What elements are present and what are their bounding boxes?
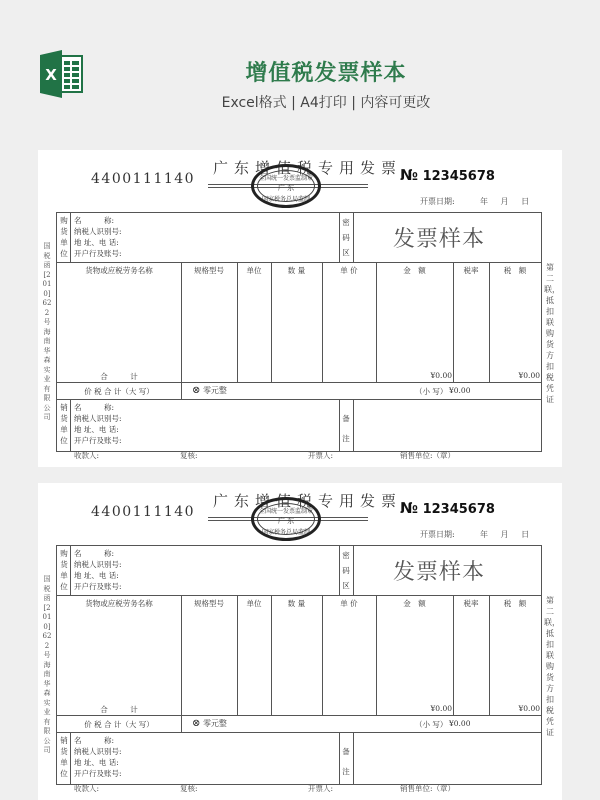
col-unit-price: 单 价	[340, 599, 358, 608]
col-tax-rate: 税率	[463, 266, 479, 275]
sample-watermark: 发票样本	[393, 560, 486, 585]
invoice-card-2	[38, 483, 562, 800]
col-quantity: 数 量	[287, 266, 306, 275]
grand-total-label: 价 税 合 计（大 写）	[84, 387, 154, 396]
invoice-table	[56, 212, 542, 452]
grand-total-small-label: （小 写）	[415, 720, 448, 729]
total-tax: ¥0.00	[518, 704, 540, 713]
seller-taxid-field: 纳税人识别号:	[74, 414, 122, 423]
grand-total-label: 价 税 合 计（大 写）	[84, 720, 154, 729]
col-quantity: 数 量	[287, 599, 306, 608]
svg-text:X: X	[45, 66, 57, 84]
total-amount: ¥0.00	[430, 371, 452, 380]
invoice-title: 广东增值税专用发票	[213, 159, 403, 177]
seller-label: 销货单位	[60, 403, 68, 445]
side-note-right: 第二联，抵扣联购货方扣税凭证	[544, 596, 560, 737]
remarks-label: 备注	[342, 414, 350, 443]
col-goods-name: 货物或应税劳务名称	[85, 266, 153, 275]
col-amount: 金 额	[403, 599, 426, 608]
seller-seal-label: 销售单位:（章）	[400, 451, 456, 460]
buyer-bank-field: 开户行及账号:	[74, 249, 122, 258]
official-seal: 全国统一发票监制章 广 东 国家税务总局监制	[251, 497, 321, 541]
col-amount: 金 额	[403, 266, 426, 275]
side-note-right: 第二联，抵扣联购货方扣税凭证	[544, 263, 560, 404]
invoice-title: 广东增值税专用发票	[213, 492, 403, 510]
col-spec: 规格型号	[194, 266, 224, 275]
seller-address-field: 地 址、电 话:	[74, 425, 119, 434]
col-unit-price: 单 价	[340, 266, 358, 275]
buyer-address-field: 地 址、电 话:	[74, 238, 119, 247]
invoice-card-1	[38, 150, 562, 467]
seller-bank-field: 开户行及账号:	[74, 436, 122, 445]
seller-name-field: 名 称:	[74, 736, 115, 745]
grand-total-words: ⊗ 零元整	[192, 385, 227, 396]
payee-label: 收款人:	[74, 784, 100, 793]
issue-date-value: 年 月 日	[480, 530, 530, 539]
official-seal: 全国统一发票监制章 广 东 国家税务总局监制	[251, 164, 321, 208]
buyer-label: 购货单位	[60, 549, 68, 591]
total-tax: ¥0.00	[518, 371, 540, 380]
issuer-label: 开票人:	[308, 451, 334, 460]
grand-total-small: ¥0.00	[449, 386, 471, 395]
seller-seal-label: 销售单位:（章）	[400, 784, 456, 793]
issue-date-label: 开票日期:	[420, 530, 455, 539]
side-note-left: 国税函[2010]622号海南华森实业有限公司	[42, 575, 52, 754]
issuer-label: 开票人:	[308, 784, 334, 793]
col-unit: 单位	[246, 599, 262, 608]
sample-watermark: 发票样本	[393, 227, 486, 252]
col-unit: 单位	[246, 266, 262, 275]
seller-bank-field: 开户行及账号:	[74, 769, 122, 778]
side-note-left: 国税函[2010]622号海南华森实业有限公司	[42, 242, 52, 421]
total-amount: ¥0.00	[430, 704, 452, 713]
col-spec: 规格型号	[194, 599, 224, 608]
col-tax: 税 额	[503, 266, 527, 275]
buyer-name-field: 名 称:	[74, 216, 115, 225]
buyer-label: 购货单位	[60, 216, 68, 258]
cross-circle-icon: ⊗	[192, 385, 201, 396]
cipher-area-label: 密码区	[342, 218, 350, 257]
invoice-number: № 12345678	[400, 499, 495, 517]
reviewer-label: 复核:	[180, 451, 198, 460]
buyer-name-field: 名 称:	[74, 549, 115, 558]
cipher-area-label: 密码区	[342, 551, 350, 590]
grand-total-small-label: （小 写）	[415, 387, 448, 396]
cross-circle-icon: ⊗	[192, 718, 201, 729]
invoice-number: № 12345678	[400, 166, 495, 184]
page-subtitle: Excel格式 | A4打印 | 内容可更改	[221, 95, 431, 111]
total-label: 合 计	[100, 372, 138, 381]
seller-address-field: 地 址、电 话:	[74, 758, 119, 767]
reviewer-label: 复核:	[180, 784, 198, 793]
seller-taxid-field: 纳税人识别号:	[74, 747, 122, 756]
col-tax-rate: 税率	[463, 599, 479, 608]
issue-date-value: 年 月 日	[480, 197, 530, 206]
total-label: 合 计	[100, 705, 138, 714]
grand-total-small: ¥0.00	[449, 719, 471, 728]
seller-name-field: 名 称:	[74, 403, 115, 412]
buyer-bank-field: 开户行及账号:	[74, 582, 122, 591]
payee-label: 收款人:	[74, 451, 100, 460]
col-tax: 税 额	[503, 599, 527, 608]
buyer-address-field: 地 址、电 话:	[74, 571, 119, 580]
page-title: 增值税发票样本	[245, 61, 407, 86]
col-goods-name: 货物或应税劳务名称	[85, 599, 153, 608]
page-header	[0, 0, 600, 140]
seller-label: 销货单位	[60, 736, 68, 778]
remarks-label: 备注	[342, 747, 350, 776]
grand-total-words: ⊗ 零元整	[192, 718, 227, 729]
buyer-taxid-field: 纳税人识别号:	[74, 560, 122, 569]
invoice-table	[56, 545, 542, 785]
buyer-taxid-field: 纳税人识别号:	[74, 227, 122, 236]
issue-date-label: 开票日期:	[420, 197, 455, 206]
invoice-code: 4400111140	[91, 504, 196, 520]
invoice-code: 4400111140	[91, 171, 196, 187]
